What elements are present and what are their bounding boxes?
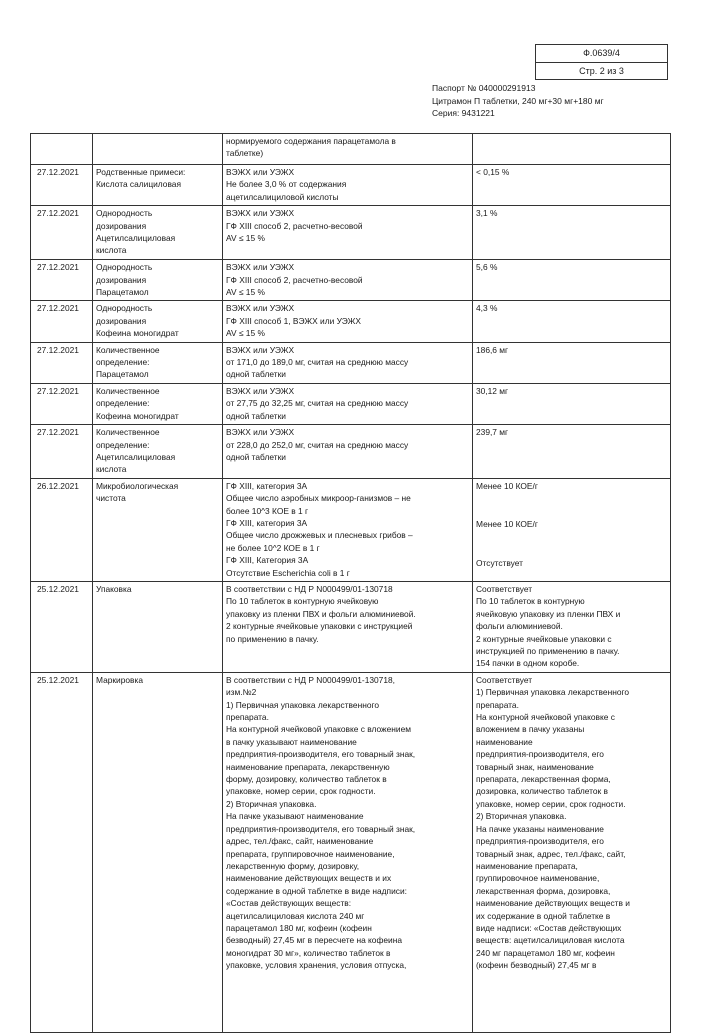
result-line: Отсутствует: [476, 557, 523, 568]
method-line: 2) Вторичная упаковка.: [226, 798, 317, 809]
test-parameter: [93, 206, 223, 260]
result-line: 3,1 %: [476, 208, 498, 219]
result-line: 240 мг парацетамол 180 мг, кофеин: [476, 947, 615, 958]
test-date: 27.12.2021: [31, 342, 93, 383]
method-line: ВЭЖХ или УЭЖХ: [226, 427, 295, 438]
parameter-line: Маркировка: [96, 674, 143, 685]
passport-number: Паспорт № 040000291913: [432, 83, 536, 93]
method-line: адрес, тел./факс, сайт, наименование: [226, 836, 374, 847]
result-line: (кофеин безводный) 27,45 мг в: [476, 960, 597, 971]
method-line: от 171,0 до 189,0 мг, считая на среднюю массу: [226, 357, 409, 368]
parameter-line: Ацетилсалициловая: [96, 233, 176, 244]
parameter-line: определение:: [96, 439, 150, 450]
test-parameter: [93, 165, 223, 206]
test-method-norm: [223, 581, 473, 672]
product-name: Цитрамон П таблетки, 240 мг+30 мг+180 мг: [432, 95, 604, 106]
table-row: [31, 206, 671, 260]
method-line: одной таблетки: [226, 369, 286, 380]
method-line: таблетке): [226, 148, 264, 159]
method-line: ГФ XIII, категория 3А: [226, 517, 308, 528]
result-line: 4,3 %: [476, 303, 498, 314]
result-line: На пачке указаны наименование: [476, 823, 604, 834]
form-code: Ф.0639/4: [583, 48, 620, 58]
test-method-norm: [223, 206, 473, 260]
result-line: 5,6 %: [476, 262, 498, 273]
test-parameter: [93, 383, 223, 424]
method-line: в пачку указывают наименование: [226, 736, 357, 747]
table-row: [31, 581, 671, 672]
method-line: содержание в одной таблетке в виде надписи:: [226, 885, 407, 896]
method-line: парацетамол 180 мг, кофеин (кофеин: [226, 922, 372, 933]
method-line: На пачке указывают наименование: [226, 811, 364, 822]
method-line: Общее число дрожжевых и плесневых грибов –: [226, 530, 413, 541]
result-line: ячейковую упаковку из пленки ПВХ и: [476, 608, 621, 619]
result-line: Менее 10 КОЕ/г: [476, 480, 538, 491]
method-line: ГФ XIII, Категория 3А: [226, 555, 309, 566]
result-line: виде надписи: «Состав действующих: [476, 922, 622, 933]
method-line: упаковку из пленки ПВХ и фольги алюминиевой.: [226, 608, 416, 619]
parameter-line: Однородность: [96, 208, 153, 219]
parameter-line: Однородность: [96, 262, 153, 273]
result-line: 2 контурные ячейковые упаковки с: [476, 633, 612, 644]
test-results-table: [30, 133, 671, 1033]
method-line: упаковке, номер серии, срок годности.: [226, 786, 376, 797]
test-parameter: [93, 478, 223, 581]
method-line: ацетилсалициловой кислоты: [226, 191, 339, 202]
method-line: наименование действующих веществ и их: [226, 873, 392, 884]
series-number: Серия: 9431221: [432, 108, 495, 118]
method-line: одной таблетки: [226, 451, 286, 462]
parameter-line: Кислота салициловая: [96, 179, 181, 190]
parameter-line: Родственные примеси:: [96, 167, 186, 177]
method-line: AV ≤ 15 %: [226, 287, 265, 298]
test-method-norm: [223, 134, 473, 165]
result-line: 154 пачки в одном коробе.: [476, 658, 580, 669]
result-line: инструкцией по применению в пачку.: [476, 646, 620, 656]
method-line: ВЭЖХ или УЭЖХ: [226, 385, 295, 396]
result-line: 1) Первичная упаковка лекарственного: [476, 687, 630, 698]
method-line: ГФ XIII способ 2, расчетно-весовой: [226, 274, 363, 285]
method-line: ВЭЖХ или УЭЖХ: [226, 167, 295, 177]
test-result: [473, 425, 671, 479]
result-line: 2) Вторичная упаковка.: [476, 811, 567, 822]
table-row: [31, 260, 671, 301]
method-line: AV ≤ 15 %: [226, 328, 265, 339]
test-date: 27.12.2021: [31, 165, 93, 206]
test-result: [473, 260, 671, 301]
test-parameter: [93, 260, 223, 301]
method-line: ГФ XIII способ 2, расчетно-весовой: [226, 220, 363, 231]
parameter-line: Упаковка: [96, 583, 132, 594]
method-line: Не более 3,0 % от содержания: [226, 179, 347, 190]
test-result: [473, 478, 671, 581]
method-line: Отсутствие Escherichia coli в 1 г: [226, 567, 350, 578]
method-line: не более 10^2 КОЕ в 1 г: [226, 542, 320, 553]
method-line: На контурной ячейковой упаковке с вложением: [226, 724, 411, 735]
result-line: По 10 таблеток в контурную: [476, 596, 585, 607]
table-row: [31, 342, 671, 383]
method-line: по применению в пачку.: [226, 633, 319, 644]
result-line: товарный знак, наименование: [476, 761, 594, 772]
method-line: В соответствии с НД Р N000499/01-130718: [226, 583, 393, 594]
test-method-norm: [223, 165, 473, 206]
test-date: 27.12.2021: [31, 425, 93, 479]
method-line: от 228,0 до 252,0 мг, считая на среднюю массу: [226, 439, 409, 450]
result-line: веществ: ацетилсалициловая кислота: [476, 935, 625, 946]
method-line: изм.№2: [226, 687, 257, 698]
test-method-norm: [223, 301, 473, 342]
test-method-norm: [223, 672, 473, 1032]
result-line: наименование: [476, 736, 533, 747]
test-result: [473, 672, 671, 1032]
page-number: Стр. 2 из 3: [536, 62, 667, 80]
test-result: [473, 134, 671, 165]
parameter-line: определение:: [96, 398, 150, 409]
result-line: товарный знак, адрес, тел./факс, сайт,: [476, 848, 626, 859]
parameter-line: определение:: [96, 357, 150, 368]
parameter-line: Количественное: [96, 427, 160, 438]
passport-meta: [432, 82, 604, 120]
table-row: [31, 478, 671, 581]
table-row: [31, 672, 671, 1032]
test-date: 25.12.2021: [31, 672, 93, 1032]
method-line: Общее число аэробных микроор-ганизмов – не: [226, 493, 411, 504]
parameter-line: дозирования: [96, 220, 147, 231]
result-line: 186,6 мг: [476, 344, 509, 355]
parameter-line: Микробиологическая: [96, 480, 179, 491]
method-line: упаковке, условия хранения, условия отпуска,: [226, 960, 407, 971]
test-result: [473, 383, 671, 424]
table-row: [31, 301, 671, 342]
method-line: По 10 таблеток в контурную ячейковую: [226, 596, 379, 607]
parameter-line: Ацетилсалициловая: [96, 451, 176, 462]
parameter-line: Количественное: [96, 385, 160, 396]
result-line: наименование действующих веществ и: [476, 898, 630, 909]
test-result: [473, 342, 671, 383]
test-parameter: [93, 581, 223, 672]
result-line: 30,12 мг: [476, 385, 509, 396]
result-line: их содержание в одной таблетке в: [476, 910, 611, 921]
test-date: 27.12.2021: [31, 206, 93, 260]
test-parameter: [93, 342, 223, 383]
method-line: нормируемого содержания парацетамола в: [226, 136, 396, 146]
method-line: AV ≤ 15 %: [226, 233, 265, 244]
test-method-norm: [223, 478, 473, 581]
test-date: 26.12.2021: [31, 478, 93, 581]
result-line: 239,7 мг: [476, 427, 509, 438]
parameter-line: Парацетамол: [96, 369, 149, 380]
parameter-line: Кофеина моногидрат: [96, 410, 179, 421]
method-line: наименование препарата, лекарственную: [226, 761, 390, 772]
test-date: 27.12.2021: [31, 260, 93, 301]
result-line: препарата, лекарственная форма,: [476, 774, 611, 785]
method-line: ГФ XIII, категория 3А: [226, 480, 308, 491]
parameter-line: чистота: [96, 493, 126, 504]
test-date: 27.12.2021: [31, 383, 93, 424]
test-result: [473, 206, 671, 260]
method-line: лекарственную форму, дозировку,: [226, 860, 360, 871]
method-line: более 10^3 КОЕ в 1 г: [226, 505, 309, 516]
test-date: [31, 134, 93, 165]
method-line: одной таблетки: [226, 410, 286, 421]
result-line: фольги алюминиевой.: [476, 621, 563, 632]
test-parameter: [93, 301, 223, 342]
test-date: 25.12.2021: [31, 581, 93, 672]
result-line: Соответствует: [476, 583, 533, 594]
test-date: 27.12.2021: [31, 301, 93, 342]
test-result: [473, 301, 671, 342]
result-line: вложением в пачку указаны: [476, 724, 585, 735]
result-line: Менее 10 КОЕ/г: [476, 519, 538, 530]
parameter-line: кислота: [96, 245, 127, 256]
result-line: препарата.: [476, 699, 519, 710]
method-line: от 27,75 до 32,25 мг, считая на среднюю массу: [226, 398, 409, 409]
table-row: [31, 134, 671, 165]
result-line: На контурной ячейковой упаковке с: [476, 712, 615, 723]
method-line: препарата.: [226, 712, 269, 723]
method-line: предприятия-производителя, его товарный знак,: [226, 749, 416, 760]
method-line: безводный) 27,45 мг в пересчете на кофеина: [226, 935, 402, 946]
result-line: упаковке, номер серии, срок годности.: [476, 798, 626, 809]
parameter-line: дозирования: [96, 315, 147, 326]
method-line: моногидрат 30 мг», количество таблеток в: [226, 947, 391, 958]
test-method-norm: [223, 425, 473, 479]
method-line: ВЭЖХ или УЭЖХ: [226, 303, 295, 314]
parameter-line: Кофеина моногидрат: [96, 328, 179, 339]
test-parameter: [93, 425, 223, 479]
method-line: 2 контурные ячейковые упаковки с инструкцией: [226, 621, 413, 632]
parameter-line: кислота: [96, 464, 127, 475]
test-result: [473, 165, 671, 206]
result-line: дозировка, количество таблеток в: [476, 786, 608, 797]
method-line: ВЭЖХ или УЭЖХ: [226, 344, 295, 355]
test-method-norm: [223, 342, 473, 383]
method-line: «Состав действующих веществ:: [226, 898, 352, 909]
method-line: ВЭЖХ или УЭЖХ: [226, 208, 295, 219]
parameter-line: Количественное: [96, 344, 160, 355]
method-line: форму, дозировку, количество таблеток в: [226, 774, 387, 785]
method-line: предприятия-производителя, его товарный знак,: [226, 823, 416, 834]
method-line: препарата, группировочное наименование,: [226, 848, 395, 859]
parameter-line: Парацетамол: [96, 287, 149, 298]
method-line: ВЭЖХ или УЭЖХ: [226, 262, 295, 273]
method-line: 1) Первичная упаковка лекарственного: [226, 699, 380, 710]
test-parameter: [93, 672, 223, 1032]
parameter-line: дозирования: [96, 274, 147, 285]
test-parameter: [93, 134, 223, 165]
table-row: [31, 383, 671, 424]
result-line: предприятия-производителя, его: [476, 836, 604, 847]
table-row: [31, 165, 671, 206]
result-line: Соответствует: [476, 674, 533, 685]
method-line: ацетилсалициловая кислота 240 мг: [226, 910, 365, 921]
result-line: лекарственная форма, дозировка,: [476, 885, 611, 896]
test-result: [473, 581, 671, 672]
method-line: ГФ XIII способ 1, ВЭЖХ или УЭЖХ: [226, 315, 361, 326]
parameter-line: Однородность: [96, 303, 153, 314]
test-method-norm: [223, 260, 473, 301]
result-line: наименование препарата,: [476, 860, 578, 871]
table-row: [31, 425, 671, 479]
form-code-box: [535, 44, 668, 80]
method-line: В соответствии с НД Р N000499/01-130718,: [226, 674, 395, 685]
result-line: < 0,15 %: [476, 167, 510, 177]
result-line: предприятия-производителя, его: [476, 749, 604, 760]
result-line: группировочное наименование,: [476, 873, 600, 884]
test-method-norm: [223, 383, 473, 424]
